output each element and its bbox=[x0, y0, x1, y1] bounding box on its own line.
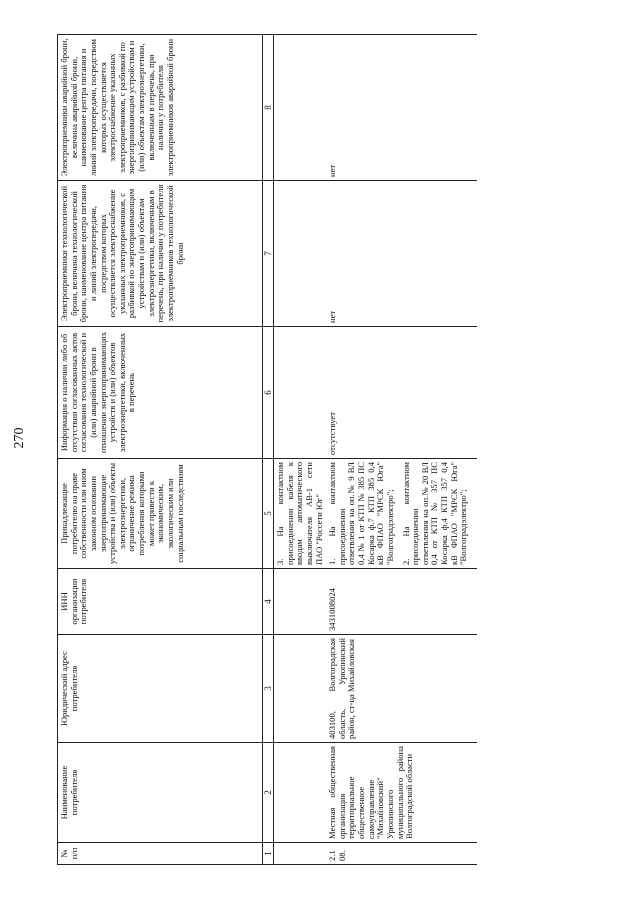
consumer-name: Местная общественная организация территориальное общественное самоуправление "Михайловский" Урюпинского муниципального района Волгоградской области bbox=[326, 743, 477, 843]
consumer-inn: 3431008024 bbox=[326, 569, 477, 635]
devices-cell bbox=[326, 459, 477, 569]
column-number: 5 bbox=[263, 459, 274, 569]
header-cell: Электроприемники технологической брони, величина технологической брони, наименование центра питания и линий электропередачи, посредством которых осуществляется электроснабжение указанных электроприемников, с разбивкой по энергопринимающим устройствам и (или) объектам электроэнергетики, включенным в перечень, при наличии у потребителя электроприемников технологической брони bbox=[58, 181, 263, 327]
consumers-table bbox=[57, 34, 477, 865]
emergency-reserve: нет bbox=[326, 35, 477, 181]
tech-reserve: нет bbox=[326, 181, 477, 327]
header-cell: № п/п bbox=[58, 843, 263, 865]
column-number: 4 bbox=[263, 569, 274, 635]
device-item: 2. На контактном присоединении ответвления на оп.№ 20 ВЛ 0,4 от КТП № 357 ПС Косарка ф.4 КТП 357 0,4 кВ ФПАО "МРСК Юга" "Волгоградэлектро"; bbox=[400, 462, 469, 565]
consumer-address: 403100, Волгоградская область, Урюпинский район, ст-ца Михайловская bbox=[326, 635, 477, 743]
page-number: 270 bbox=[12, 427, 27, 449]
continuation-cell: 3. На контактном присоединении кабеля к вводам автоматического выключателя АВ-1 сети ПАО "Россети Юг" bbox=[274, 459, 327, 569]
column-number: 1 bbox=[263, 843, 274, 865]
row-number: 2.108. bbox=[326, 843, 477, 865]
header-cell: Наименование потребителя bbox=[58, 743, 263, 843]
table-row bbox=[326, 35, 477, 865]
header-row bbox=[58, 35, 263, 865]
header-cell: Электроприемники аварийной брони, величина аварийной брони, наименование центра питания и линий электропередачи, посредством которых осуществляется электроснабжение указанных электроприемников, с разбивкой по энергопринимающим устройствам и (или) объектам электроэнергетики, включенным в перечень, при наличии у потребителя электроприемников аварийной брони bbox=[58, 35, 263, 181]
rotated-table-container bbox=[57, 35, 469, 865]
column-number: 6 bbox=[263, 327, 274, 459]
header-cell: Принадлежащие потребителю на праве собственности или ином законном основании энергопринимающие устройства и (или) объекты электроэнергетики, ограничение режима потребления которыми может привести к экономическим, экологическим или социальным последствиям bbox=[58, 459, 263, 569]
header-cell: ИНН организации потребителя bbox=[58, 569, 263, 635]
acts-status: отсутствует bbox=[326, 327, 477, 459]
continuation-row bbox=[274, 35, 327, 865]
column-number: 8 bbox=[263, 35, 274, 181]
device-item: 1. На контактном присоединении ответвления на оп.№ 9 ВЛ 0,4 № 1 от КТП № 385 ПС Косарка ф.7 КТП 385 0,4 кВ ФПАО "МРСК Юга" "Волгоградэлектро"; bbox=[327, 462, 395, 565]
column-number: 7 bbox=[263, 181, 274, 327]
header-cell: Юридический адрес потребителя bbox=[58, 635, 263, 743]
column-number: 2 bbox=[263, 743, 274, 843]
header-cell: Информация о наличии либо об отсутствии согласованных актов согласования технологической и (или) аварийной брони в отношении энергопринимающих устройств и (или) объектов электроэнергетики, включенных в перечень bbox=[58, 327, 263, 459]
column-number-row bbox=[263, 35, 274, 865]
column-number: 3 bbox=[263, 635, 274, 743]
